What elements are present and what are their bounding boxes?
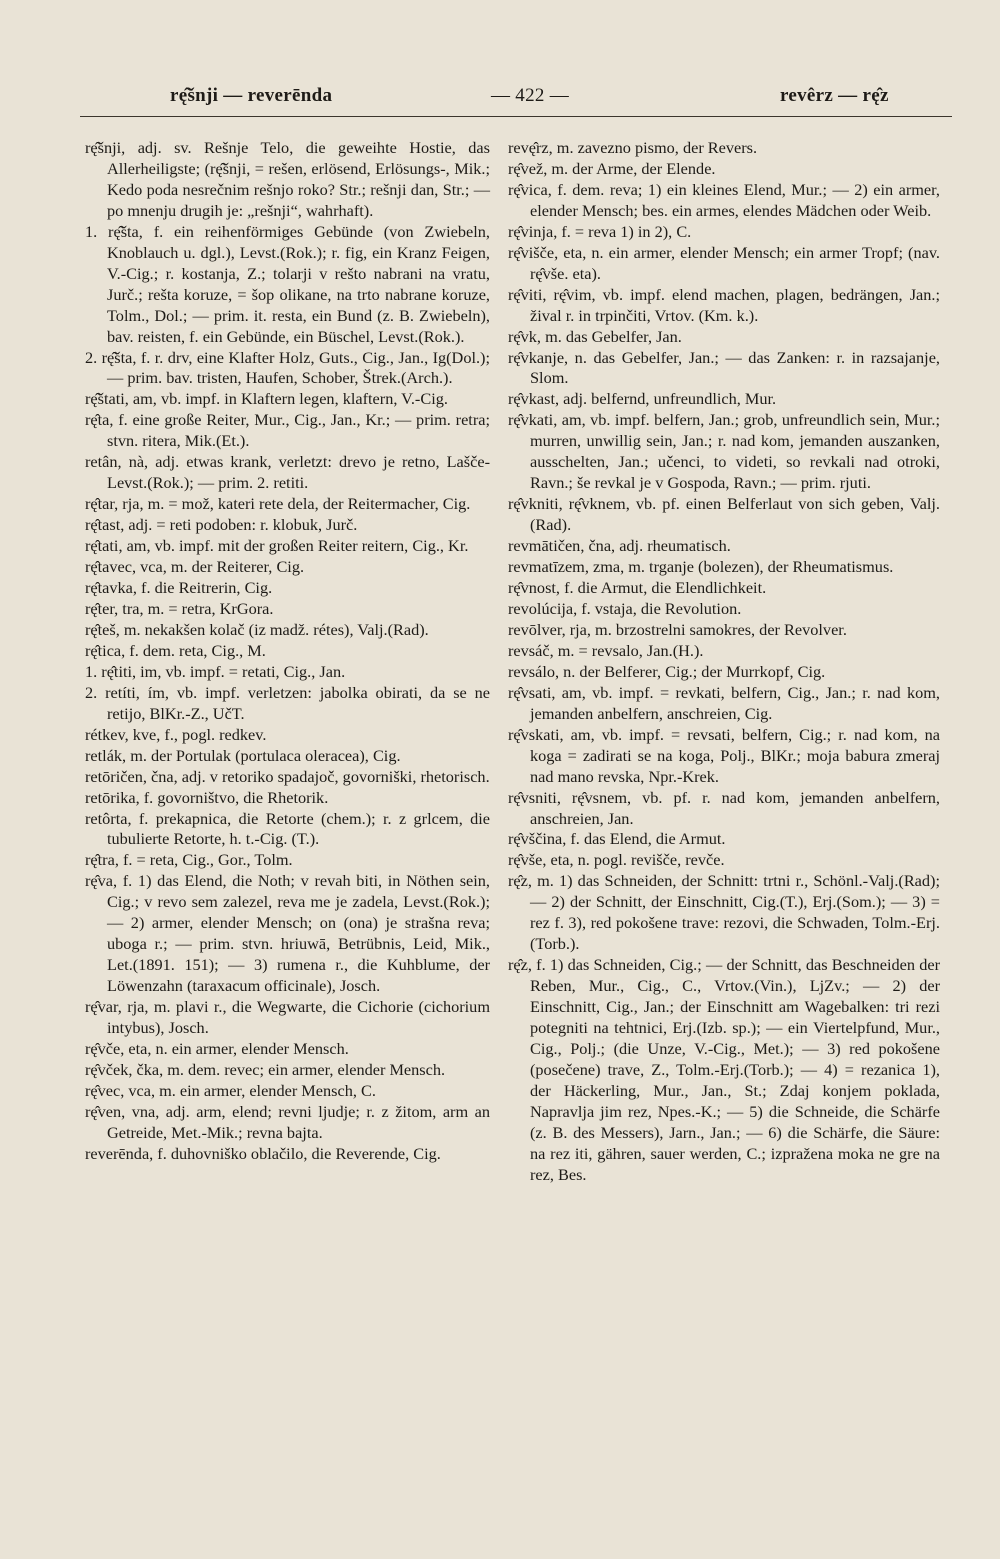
header-rule bbox=[80, 116, 952, 117]
dictionary-entry: retlák, m. der Portulak (portulaca oleracea), Cig. bbox=[85, 745, 401, 765]
dictionary-entry: rę̂vica, f. dem. reva; 1) ein kleines Elend, Mur.; — 2) ein armer, elender Mensch; bes. ein armes, elendes Mädchen oder Weib. bbox=[508, 179, 940, 220]
dictionary-entry: revmātičen, čna, adj. rheumatisch. bbox=[508, 536, 731, 556]
dictionary-entry: rę̂tra, f. = reta, Cig., Gor., Tolm. bbox=[85, 850, 293, 870]
dictionary-entry: retân, nà, adj. etwas krank, verletzt: drevo je retno, Lašče-Levst.(Rok.); — prim. 2. retiti. bbox=[85, 452, 490, 493]
dictionary-entry: rę̂vkanje, n. das Gebelfer, Jan.; — das Zanken: r. in razsajanje, Slom. bbox=[508, 347, 940, 388]
dictionary-entry: revmatīzem, zma, m. trganje (bolezen), der Rheumatismus. bbox=[508, 557, 894, 577]
dictionary-entry: rę̂ter, tra, m. = retra, KrGora. bbox=[85, 598, 274, 618]
dictionary-entry: rę̂teš, m. nekakšen kolač (iz madž. rétes), Valj.(Rad). bbox=[85, 619, 429, 639]
dictionary-entry: rę̂viti, rę̂vim, vb. impf. elend machen, plagen, bedrängen, Jan.; žival r. in trpinčiti, Vrtov. (Km. k.). bbox=[508, 284, 940, 325]
dictionary-entry: rétkev, kve, f., pogl. redkev. bbox=[85, 724, 267, 744]
dictionary-entry: 2. retíti, ím, vb. impf. verletzen: jabolka obirati, da se ne retijo, BlKr.-Z., UčT. bbox=[85, 682, 490, 723]
dictionary-entry: rę̂vše, eta, n. pogl. revišče, revče. bbox=[508, 850, 725, 870]
dictionary-entry: rę̂tast, adj. = reti podoben: r. klobuk, Jurč. bbox=[85, 515, 358, 535]
dictionary-entry: reverēnda, f. duhovniško oblačilo, die Reverende, Cig. bbox=[85, 1143, 441, 1163]
dictionary-entry: rę̂vkati, am, vb. impf. belfern, Jan.; grob, unfreundlich sein, Mur.; murren, unwillig sein, Jan.; r. nad kom, jemanden auszanken, ausschelten, Jan.; učenci, to videti, so revkali nad otroki, Ravn.; še revkal je v Gospoda, Ravn.; — prim. rjuti. bbox=[508, 410, 940, 493]
dictionary-entry: rę̂vkast, adj. belfernd, unfreundlich, Mur. bbox=[508, 389, 777, 409]
dictionary-entry: retōrika, f. govorništvo, die Rhetorik. bbox=[85, 787, 329, 807]
dictionary-entry: retôrta, f. prekapnica, die Retorte (chem.); r. z grlcem, die tubulierte Retorte, h. t.-Cig. (T.). bbox=[85, 808, 490, 849]
dictionary-entry: revolúcija, f. vstaja, die Revolution. bbox=[508, 598, 742, 618]
page-header bbox=[80, 80, 960, 112]
dictionary-entry: 1. rę̂titi, im, vb. impf. = retati, Cig., Jan. bbox=[85, 661, 346, 681]
dictionary-entry: rę̂va, f. 1) das Elend, die Noth; v revah biti, in Nöthen sein, Cig.; v revo sem zalezel, reva me je zadela, Levst.(Rok.); — 2) armer, elender Mensch; on (ona) je strašna reva; uboga r.; — prim. stvn. hriuwā, Betrübnis, Leid, Mik., Let.(1891. 151); — 3) rumena r., die Kuhblume, der Löwenzahn (taraxacum officinale), Josch. bbox=[85, 871, 490, 996]
dictionary-entry: revę̂rz, m. zavezno pismo, der Revers. bbox=[508, 138, 758, 157]
dictionary-entry: rę̂tar, rja, m. = mož, kateri rete dela, der Reitermacher, Cig. bbox=[85, 494, 471, 514]
dictionary-entry: rę̂z, m. 1) das Schneiden, der Schnitt: trtni r., Schönl.-Valj.(Rad); — 2) der Schnitt, der Einschnitt, Cig.(T.), Erj.(Som.); — 3) = rez f. 3), red pokošene trave: rezovi, die Schwaden, Tolm.-Erj.(Torb.). bbox=[508, 871, 940, 954]
dictionary-entry: 2. rę̂šta, f. r. drv, eine Klafter Holz, Guts., Cig., Jan., Ig(Dol.); — prim. bav. tristen, Haufen, Schober, Štrek.(Arch.). bbox=[85, 347, 490, 388]
dictionary-entry: revōlver, rja, m. brzostrelni samokres, der Revolver. bbox=[508, 619, 847, 639]
dictionary-entry: rę̂vinja, f. = reva 1) in 2), C. bbox=[508, 221, 692, 241]
dictionary-entry: rę̂štati, am, vb. impf. in Klaftern legen, klaftern, V.-Cig. bbox=[85, 389, 448, 409]
dictionary-entry: 1. rę̂šta, f. ein reihenförmiges Gebünde (von Zwiebeln, Knoblauch u. dgl.), Levst.(Rok.); r. fig, ein Kranz Feigen, V.-Cig.; r. kostanja, Z.; tolarji v rešto nabrani na vratu, Jurč.; rešta koruze, = šop olikane, na trto nabrane koruze, Tolm., Dol.; — prim. it. resta, ein Bund (z. B. Zwiebeln), bav. reisten, f. ein Gebünde, ein Büschel, Levst.(Rok.). bbox=[85, 221, 490, 346]
dictionary-entry: rę̂vskati, am, vb. impf. = revsati, belfern, Cig.; r. nad kom, na koga = zadirati se na koga, Polj., BlKr.; moja babura zmeraj nad mano revska, Npr.-Krek. bbox=[508, 724, 940, 786]
dictionary-entry: rę̂vež, m. der Arme, der Elende. bbox=[508, 158, 716, 178]
dictionary-entry: rę̂vščina, f. das Elend, die Armut. bbox=[508, 829, 726, 849]
dictionary-entry: revsálo, n. der Belferer, Cig.; der Murrkopf, Cig. bbox=[508, 661, 826, 681]
dictionary-entry: rę̂tica, f. dem. reta, Cig., M. bbox=[85, 640, 266, 660]
dictionary-entry: rę̂šnji, adj. sv. Rešnje Telo, die geweihte Hostie, das Allerheiligste; (rę̂šnji, = rešen, erlösend, Erlösungs-, Mik.; Kedo poda nesrečnim rešnjo roko? Str.; rešnji dan, Str.; — po mnenju drugih je: „rešnji“, wahrhaft). bbox=[85, 138, 490, 220]
dictionary-entry: rę̂vsati, am, vb. impf. = revkati, belfern, Cig., Jan.; r. nad kom, jemanden anbelfern, anschreien, Cig. bbox=[508, 682, 940, 723]
dictionary-entry: rę̂var, rja, m. plavi r., die Wegwarte, die Cichorie (cichorium intybus), Josch. bbox=[85, 997, 490, 1038]
dictionary-entry: rę̂vec, vca, m. ein armer, elender Mensch, C. bbox=[85, 1080, 376, 1100]
dictionary-entry: rę̂z, f. 1) das Schneiden, Cig.; — der Schnitt, das Beschneiden der Reben, Mur., Cig., C., Vrtov.(Vin.), LjZv.; — 2) der Einschnitt, Cig., Jan.; der Einschnitt am Wagebalken: tri rezi potegniti na tehtnici, Erj.(Izb. sp.); — ein Viertelpfund, Mur., Cig., Polj.; (die Unze, V.-Cig., Met.); — 3) red pokošene (posečene) trave, Z., Tolm.-Erj.(Torb.); — 4) = rezanica 1), der Häckerling, Mur., Jan., St.; Zdaj konjem poklada, Napravlja jim rez, Npes.-K.; — 5) die Schneide, die Schärfe (z. B. des Messers), Jarn., Jan.; — 6) die Schärfe, die Säure: na rez iti, gähren, sauer werden, C.; izpražena moka ne gre na rez, Bes. bbox=[508, 955, 940, 1184]
right-column bbox=[508, 138, 940, 1186]
header-last-entry: revêrz — rę̂z bbox=[780, 85, 889, 106]
dictionary-entry: rę̂ta, f. eine große Reiter, Mur., Cig., Jan., Kr.; — prim. retra; stvn. ritera, Mik.(Et.). bbox=[85, 410, 490, 451]
dictionary-entry: rę̂vnost, f. die Armut, die Elendlichkeit. bbox=[508, 578, 767, 598]
dictionary-entry: rę̂tavec, vca, m. der Reiterer, Cig. bbox=[85, 557, 305, 577]
page-number: — 422 — bbox=[490, 85, 570, 106]
dictionary-entry: retōričen, čna, adj. v retoriko spadajoč, govorniški, rhetorisch. bbox=[85, 766, 490, 786]
left-column bbox=[85, 138, 490, 1165]
dictionary-entry: rę̂vče, eta, n. ein armer, elender Mensch. bbox=[85, 1038, 349, 1058]
dictionary-entry: revsáč, m. = revsalo, Jan.(H.). bbox=[508, 640, 704, 660]
dictionary-entry: rę̂višče, eta, n. ein armer, elender Mensch; ein armer Tropf; (nav. rę̂vše. eta). bbox=[508, 242, 940, 283]
dictionary-entry: rę̂vsniti, rę̂vsnem, vb. pf. r. nad kom, jemanden anbelfern, anschreien, Jan. bbox=[508, 787, 940, 828]
dictionary-entry: rę̂ven, vna, adj. arm, elend; revni ljudje; r. z žitom, arm an Getreide, Met.-Mik.; revna bajta. bbox=[85, 1101, 490, 1142]
dictionary-entry: rę̂tati, am, vb. impf. mit der großen Reiter reitern, Cig., Kr. bbox=[85, 536, 469, 556]
dictionary-entry: rę̂tavka, f. die Reitrerin, Cig. bbox=[85, 578, 273, 598]
header-first-entry: rę̂šnji — reverēnda bbox=[170, 85, 333, 106]
dictionary-entry: rę̂vk, m. das Gebelfer, Jan. bbox=[508, 326, 682, 346]
dictionary-entry: rę̂vček, čka, m. dem. revec; ein armer, elender Mensch. bbox=[85, 1059, 446, 1079]
dictionary-entry: rę̂vkniti, rę̂vknem, vb. pf. einen Belferlaut von sich geben, Valj.(Rad). bbox=[508, 494, 940, 535]
